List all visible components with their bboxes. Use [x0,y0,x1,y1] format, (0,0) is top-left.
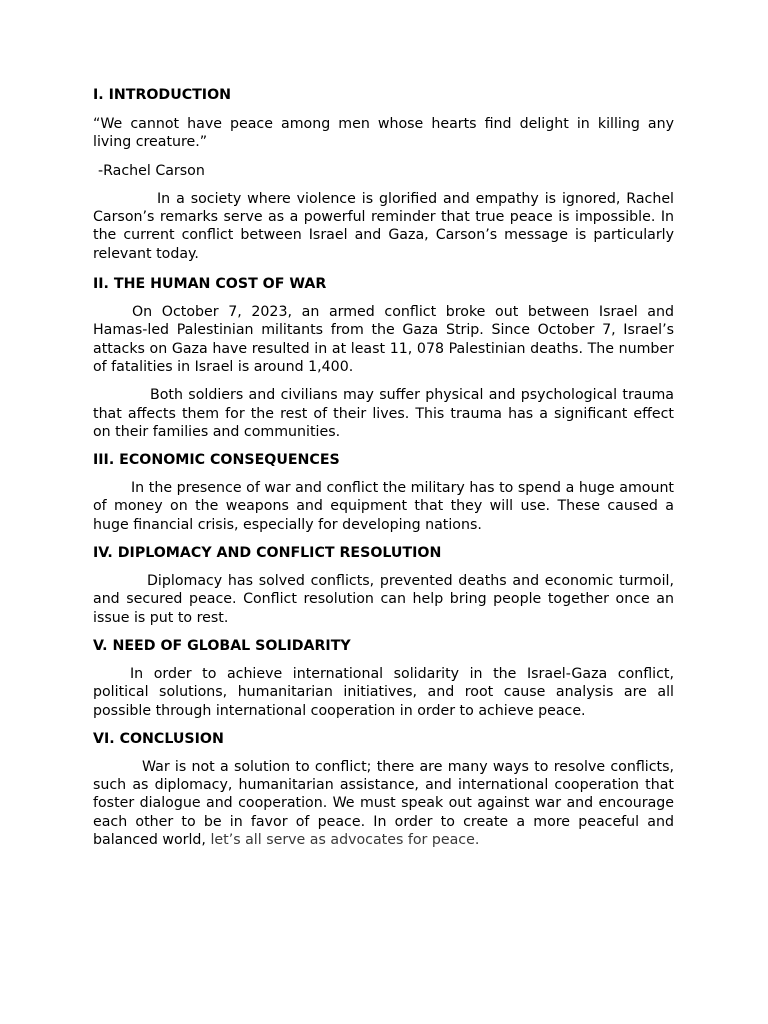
conclusion-text: War is not a solution to conflict; there are many ways to resolve conflicts, such as diplomacy, humanitarian assistance, and international cooperation that foster dialogue and cooperation. We must speak out against war and encourage each other to be in favor of peace. In order to create a more peaceful and balanced world, [93,758,674,849]
section-heading-introduction: I. INTRODUCTION [93,87,232,103]
human-cost-paragraph-1: On October 7, 2023, an armed conflict broke out between Israel and Hamas-led Palestinian militants from the Gaza Strip. Since October 7, Israel’s attacks on Gaza have resulted in at least 11, 078 Palestinian deaths. The number of fatalities in Israel is around 1,400. [93,304,674,375]
quote-attribution: -Rachel Carson [98,162,205,179]
human-cost-paragraph-2: Both soldiers and civilians may suffer physical and psychological trauma that affects them for the rest of their lives. This trauma has a significant effect on their families and communities. [93,387,674,440]
section-heading-human-cost: II. THE HUMAN COST OF WAR [93,276,327,293]
conclusion-paragraph [93,758,674,849]
diplomacy-paragraph: Diplomacy has solved conflicts, prevented deaths and economic turmoil, and secured peace. Conflict resolution can help bring people together once an issue is put to rest. [93,573,674,626]
economic-paragraph: In the presence of war and conflict the military has to spend a huge amount of money on the weapons and equipment that they will use. These caused a huge financial crisis, especially for developing nations. [93,480,674,533]
section-heading-economic: III. ECONOMIC CONSEQUENCES [93,452,340,469]
closing-call-to-action: let’s all serve as advocates for peace. [210,832,480,849]
section-heading-solidarity: V. NEED OF GLOBAL SOLIDARITY [93,637,351,654]
introduction-paragraph: In a society where violence is glorified and empathy is ignored, Rachel Carson’s remarks serve as a powerful reminder that true peace is impossible. In the current conflict between Israel and Gaza, Carson’s message is particularly relevant today. [93,190,674,262]
document-body [93,86,674,849]
section-heading-diplomacy: IV. DIPLOMACY AND CONFLICT RESOLUTION [93,545,442,562]
solidarity-paragraph: In order to achieve international solidarity in the Israel-Gaza conflict, political solutions, humanitarian initiatives, and root cause analysis are all possible through international cooperation in order to achieve peace. [93,665,674,719]
opening-quote: “We cannot have peace among men whose hearts find delight in killing any living creature.” [93,116,674,151]
section-heading-conclusion: VI. CONCLUSION [93,730,224,747]
